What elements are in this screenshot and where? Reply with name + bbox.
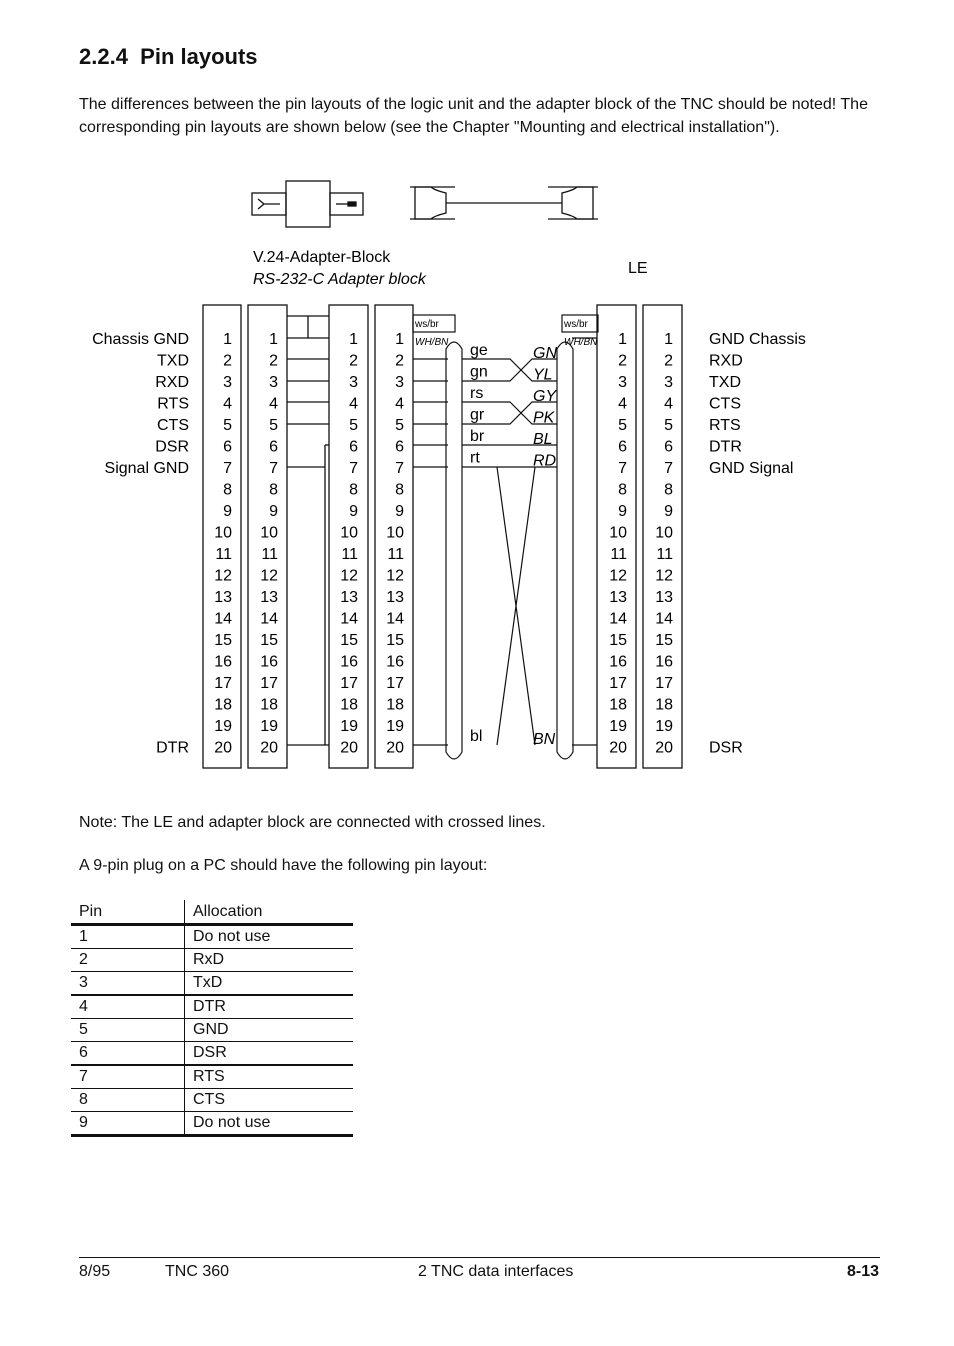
wire-color-label: gr [470,406,485,424]
left-signal-label: RTS [157,395,189,413]
table-cell-allocation: DSR [185,1042,354,1066]
pc-plug-text: A 9-pin plug on a PC should have the following pin layout: [79,857,488,874]
cable-connector-icon [410,187,598,219]
table-row [71,1112,353,1136]
pin-number: 11 [215,546,232,563]
pin-number: 4 [618,395,627,413]
pin-number: 9 [664,503,673,520]
table-row [71,949,353,972]
pin-number: 1 [395,331,404,348]
wire-color-label: rt [470,449,480,467]
table-cell-allocation: Do not use [185,1112,354,1136]
pin-number: 17 [340,675,358,692]
pin-number: 17 [386,675,404,692]
table-cell-pin: 5 [71,1019,185,1042]
left-signal-label: RXD [155,374,189,391]
table-cell-pin: 8 [71,1089,185,1112]
footer-product: TNC 360 [165,1263,230,1280]
pin-number: 13 [386,589,404,606]
pin-number: 7 [664,460,673,477]
wire-color-label: rs [470,385,484,402]
pin-number: 12 [386,567,404,585]
cable-tag-right: ws/br [564,319,588,330]
pin-number: 13 [260,589,278,606]
table-cell-allocation: CTS [185,1089,354,1112]
cable-wiring [413,315,598,759]
pin-number: 19 [260,718,278,735]
pin-number: 10 [260,524,278,542]
pin-number: 18 [260,696,278,714]
pin-number: 6 [349,438,358,456]
pin-number: 3 [269,374,278,391]
left-signal-label: DTR [156,739,189,757]
pin-number: 8 [618,481,627,499]
right-signal-label: DSR [709,739,743,757]
pin-number: 5 [269,417,278,434]
footer-rule [79,1257,880,1258]
pin-number: 4 [223,395,232,413]
wire-color-label: bl [470,728,483,745]
table-cell-allocation: DTR [185,995,354,1019]
pin-number: 5 [618,417,627,434]
footer-chapter: 2 TNC data interfaces [418,1263,574,1280]
pin-number: 9 [349,503,358,520]
pin-number: 2 [618,352,627,370]
left-signal-label: TXD [157,352,189,370]
pin-number: 4 [269,395,278,413]
pin-number: 1 [349,331,358,348]
pin-number: 8 [395,481,404,499]
pin-number: 19 [214,718,232,735]
pin-number: 18 [214,696,232,714]
pin-number: 18 [386,696,404,714]
pin-number: 19 [386,718,404,735]
wire-color-label-en: PK [533,409,555,427]
pin-number: 8 [664,481,673,499]
pin-number: 16 [340,653,358,671]
pin-number: 14 [386,610,404,628]
right-signal-label: TXD [709,374,741,391]
pin-number: 5 [664,417,673,434]
pin-number: 9 [618,503,627,520]
table-cell-pin: 6 [71,1042,185,1066]
section-title-text: Pin layouts [140,44,258,69]
pin-number: 4 [664,395,673,413]
table-cell-allocation: Do not use [185,925,354,949]
pin-number: 3 [395,374,404,391]
pin-number: 18 [340,696,358,714]
table-cell-pin: 7 [71,1065,185,1089]
adapter-connector-icon [252,181,363,227]
pin-number: 10 [386,524,404,542]
table-row [71,995,353,1019]
pin-number: 20 [214,739,232,757]
pin-number: 15 [214,632,232,649]
pin-number: 16 [609,653,627,671]
section-number: 2.2.4 [79,44,128,69]
pin-number: 1 [223,331,232,348]
pin-number: 1 [664,331,673,348]
pin-number: 7 [269,460,278,477]
pin-number: 9 [269,503,278,520]
pin-number: 20 [386,739,404,757]
cable-tag-left: ws/br [415,319,439,330]
pin-number: 15 [260,632,278,649]
pin-number: 2 [269,352,278,370]
pin-number: 6 [223,438,232,456]
footer-date: 8/95 [79,1263,111,1280]
pin-number: 9 [223,503,232,520]
pin-number: 2 [664,352,673,370]
pin-number: 11 [341,546,358,563]
pin-number: 12 [260,567,278,585]
section-title [79,44,258,70]
pin-number: 8 [223,481,232,499]
table-cell-allocation: TxD [185,972,354,996]
left-signal-label: Signal GND [104,460,189,477]
table-cell-pin: 9 [71,1112,185,1136]
note-text: Note: The LE and adapter block are connected with crossed lines. [79,814,546,831]
pin-number: 3 [664,374,673,391]
pin-number: 7 [349,460,358,477]
pin-number: 18 [609,696,627,714]
pin-number: 19 [609,718,627,735]
pin-number: 1 [618,331,627,348]
pin-number: 15 [655,632,673,649]
pc-pin-table [71,900,353,1137]
table-row [71,925,353,949]
pin-number: 2 [349,352,358,370]
pin-number: 13 [655,589,673,606]
pin-number: 17 [260,675,278,692]
table-cell-allocation: RxD [185,949,354,972]
table-row [71,972,353,996]
pin-number: 4 [395,395,404,413]
table-cell-allocation: GND [185,1019,354,1042]
table-cell-pin: 1 [71,925,185,949]
right-signal-label: GND Signal [709,460,794,477]
table-row [71,1042,353,1066]
cable-tag-left-en: WH/BN [415,337,449,348]
pin-number: 2 [395,352,404,370]
pin-number: 5 [223,417,232,434]
wire-color-label-en: BL [533,431,553,448]
table-row [71,1019,353,1042]
table-row [71,1065,353,1089]
pin-number: 7 [395,460,404,477]
pin-number: 3 [618,374,627,391]
pin-number: 20 [655,739,673,757]
pin-number: 17 [609,675,627,692]
left-signal-label: Chassis GND [92,331,189,348]
pin-number: 20 [609,739,627,757]
cable-tag-right-en: WH/BN [564,337,598,348]
pin-number: 10 [214,524,232,542]
pin-number: 6 [618,438,627,456]
pin-number: 13 [609,589,627,606]
right-signal-label: CTS [709,395,741,413]
pin-number: 9 [395,503,404,520]
pin-number: 15 [609,632,627,649]
wire-color-label-en: BN [533,731,556,748]
pin-number: 12 [609,567,627,585]
pin-number: 11 [610,546,627,563]
pin-number: 17 [214,675,232,692]
pin-number: 16 [386,653,404,671]
pin-number: 1 [269,331,278,348]
pin-number: 6 [664,438,673,456]
pin-number: 15 [340,632,358,649]
pin-number: 19 [340,718,358,735]
pin-number: 6 [269,438,278,456]
pin-number: 12 [214,567,232,585]
adapter-wiring [287,316,329,745]
wire-color-label: ge [470,342,488,359]
pin-number: 16 [214,653,232,671]
wire-color-label: br [470,428,485,445]
right-signal-label: GND Chassis [709,331,806,348]
table-header-pin: Pin [71,900,185,925]
table-cell-pin: 3 [71,972,185,996]
pin-number: 10 [655,524,673,542]
right-signal-label: DTR [709,438,742,456]
pin-number: 10 [340,524,358,542]
wire-color-label-en: YL [533,366,553,384]
pin-number: 11 [261,546,278,563]
adapter-block-label: V.24-Adapter-Block [253,249,391,266]
pin-number: 11 [387,546,404,563]
pin-number: 3 [223,374,232,391]
pin-number: 5 [395,417,404,434]
pin-number: 15 [386,632,404,649]
pin-number: 17 [655,675,673,692]
adapter-block-label-en: RS-232-C Adapter block [253,271,426,288]
left-signal-label: CTS [157,417,189,434]
pin-number: 2 [223,352,232,370]
pin-number: 19 [655,718,673,735]
pin-number: 20 [260,739,278,757]
pin-number: 8 [349,481,358,499]
pin-number: 6 [395,438,404,456]
pin-number: 14 [609,610,627,628]
footer-page: 8-13 [846,1263,879,1280]
pin-number: 20 [340,739,358,757]
pin-number: 8 [269,481,278,499]
pin-number: 13 [214,589,232,606]
pin-number: 14 [340,610,358,628]
wire-color-label-en: RD [533,452,557,470]
pin-number: 5 [349,417,358,434]
wire-color-label-en: GN [533,345,557,362]
pin-number: 11 [656,546,673,563]
pin-number: 7 [223,460,232,477]
pin-number: 16 [260,653,278,671]
pin-number: 16 [655,653,673,671]
pin-number: 14 [655,610,673,628]
pin-number: 4 [349,395,358,413]
pin-layout-diagram [0,170,954,780]
table-header-allocation: Allocation [185,900,354,925]
table-row [71,1089,353,1112]
table-cell-pin: 2 [71,949,185,972]
le-label: LE [628,260,648,277]
pin-number: 12 [655,567,673,585]
intro-paragraph: The differences between the pin layouts of the logic unit and the adapter block of the TNC should be noted! The corresponding pin layouts are shown below (see the Chapter "Mounting and electrical installation"). [79,96,868,136]
pin-number: 10 [609,524,627,542]
pin-number: 14 [260,610,278,628]
pin-number: 12 [340,567,358,585]
pin-number: 18 [655,696,673,714]
wire-color-label: gn [470,363,488,381]
right-signal-label: RTS [709,417,741,434]
right-signal-label: RXD [709,352,743,370]
pin-number: 13 [340,589,358,606]
pin-number: 7 [618,460,627,477]
wire-color-label-en: GY [533,388,557,405]
pin-number: 3 [349,374,358,391]
table-cell-allocation: RTS [185,1065,354,1089]
pin-number: 14 [214,610,232,628]
left-signal-label: DSR [155,438,189,456]
table-cell-pin: 4 [71,995,185,1019]
